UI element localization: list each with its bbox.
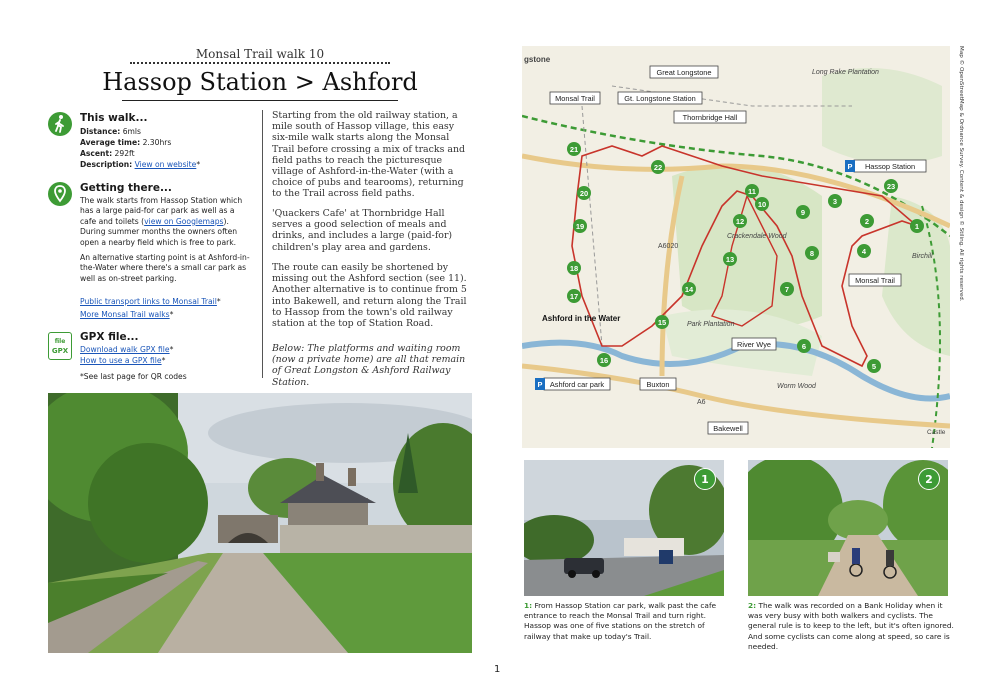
- download-gpx-link[interactable]: Download walk GPX file: [80, 345, 170, 354]
- waypoint-number-17: 17: [569, 291, 579, 301]
- view-on-website-link[interactable]: View on website: [134, 160, 197, 169]
- para1-text-b: ). During summer months the owners often open a nearby field which is free to park.: [80, 216, 238, 247]
- dotted-rule: [130, 62, 390, 66]
- parking-letter-ashford: P: [537, 380, 543, 389]
- photo-badge-2: 2: [918, 468, 940, 490]
- waypoint-number-3: 3: [832, 196, 838, 206]
- photo-badge-1: 1: [694, 468, 716, 490]
- time-value: 2.30hrs: [142, 138, 172, 147]
- getting-there-para2: An alternative starting point is at Ashford-in-the-Water where there's a small car park as well as on-street parking.: [80, 253, 250, 283]
- label-birchill: Birchill: [912, 253, 933, 260]
- label-ashford-in-the-water: Ashford in the Water: [542, 314, 621, 323]
- label-monsal-trail-2: Monsal Trail: [855, 276, 895, 285]
- label-castle: Castle: [927, 429, 946, 436]
- more-walks-line: [80, 310, 252, 320]
- intro-para1: Starting from the old railway station, a mile south of Hassop village, this easy six-mile walk starts along the Monsal Trail before crossing a mix of tracks and field paths to reach the picturesque village of Ashford-in-the-Water (with a choice of pubs and tearooms), returning to the Trail across field paths.: [272, 110, 465, 200]
- caption-2-number: 2:: [748, 601, 757, 610]
- intro-para2: 'Quackers Cafe' at Thornbridge Hall serves a good selection of meals and drinks, and includes a large (paid-for) children's play area and gardens.: [272, 208, 453, 253]
- getting-there-para1: [80, 196, 252, 248]
- description-label: Description:: [80, 160, 133, 169]
- photo-caption-below: Below: The platforms and waiting room (now a private home) are all that remain of Great Longston & Ashford Railway Station.: [272, 343, 466, 388]
- route-map: [522, 46, 950, 448]
- copyright-text: Map © OpenStreetMap & Ordnance Survey. Content & design © Stiling. All rights reserved.: [958, 46, 964, 302]
- more-walks-star: *: [169, 310, 174, 319]
- map-copyright: [955, 46, 967, 448]
- label-longstone-fragment: gstone: [524, 55, 551, 64]
- label-worm-wood: Worm Wood: [777, 383, 816, 390]
- intro-para3: The route can easily be shortened by missing out the Ashford section (see 11). Another alternative is to continue from 5 into Bakewell, and return along the Trail to Hassop from the town's old railway station at the top of Station Road.: [272, 262, 467, 330]
- waypoint-number-4: 4: [861, 246, 867, 256]
- waypoint-number-12: 12: [735, 216, 745, 226]
- gpx-download-line: [80, 345, 252, 355]
- label-crackendale-wood: Crackendale Wood: [727, 233, 787, 240]
- transport-star: *: [216, 297, 221, 306]
- waypoint-number-5: 5: [871, 361, 877, 371]
- waypoint-number-16: 16: [599, 355, 609, 365]
- description-star: *: [196, 160, 201, 169]
- waypoint-number-6: 6: [801, 341, 807, 351]
- gpx-icon-text-top: file: [54, 338, 66, 345]
- waypoint-number-1: 1: [914, 221, 920, 231]
- waypoint-number-7: 7: [784, 284, 790, 294]
- waypoint-number-22: 22: [653, 162, 663, 172]
- label-ashford-car-park: Ashford car park: [549, 380, 605, 389]
- label-monsal-trail-1: Monsal Trail: [555, 94, 595, 103]
- right-page: [510, 0, 1000, 694]
- waypoint-number-19: 19: [575, 221, 585, 231]
- waypoint-number-2: 2: [864, 216, 870, 226]
- waypoint-number-20: 20: [579, 188, 589, 198]
- waypoint-number-8: 8: [809, 248, 815, 258]
- qr-note: *See last page for QR codes: [80, 372, 187, 381]
- waypoint-number-10: 10: [757, 199, 767, 209]
- column-divider: [262, 110, 263, 378]
- this-walk-heading: This walk...: [80, 112, 148, 124]
- ascent-line: [80, 149, 252, 159]
- description-line: [80, 160, 252, 170]
- label-gt-longstone-station: Gt. Longstone Station: [624, 94, 696, 103]
- location-pin-icon: [48, 182, 72, 206]
- how-to-gpx-link[interactable]: How to use a GPX file: [80, 356, 162, 365]
- ascent-label: Ascent:: [80, 149, 113, 158]
- waypoint-number-15: 15: [657, 317, 667, 327]
- howto-star: *: [161, 356, 166, 365]
- parking-letter-hassop: P: [847, 162, 853, 171]
- distance-line: [80, 127, 252, 137]
- caption-2-text: The walk was recorded on a Bank Holiday when it was very busy with both walkers and cyclists. The general rule is to keep to the left, but it's often ignored. And some cyclists can come along at speed, so care is needed.: [748, 601, 954, 651]
- waypoint-number-9: 9: [800, 207, 806, 217]
- trail-photo-1: [524, 460, 724, 596]
- caption-1-number: 1:: [524, 601, 533, 610]
- waypoint-number-14: 14: [684, 284, 694, 294]
- waypoint-number-23: 23: [886, 181, 896, 191]
- caption-2: [748, 601, 958, 652]
- label-long-rake-plantation: Long Rake Plantation: [812, 69, 879, 76]
- caption-1-text: From Hassop Station car park, walk past the cafe entrance to reach the Monsal Trail and turn right. Hassop was one of five stations on the stretch of railway that make up today's Trail.: [524, 601, 717, 641]
- gpx-icon-text-bottom: GPX: [51, 347, 69, 355]
- distance-label: Distance:: [80, 127, 121, 136]
- station-photo: [48, 393, 472, 653]
- waypoint-number-13: 13: [725, 254, 735, 264]
- page-title: Hassop Station > Ashford: [102, 68, 418, 96]
- time-line: [80, 138, 252, 148]
- waypoint-number-11: 11: [748, 186, 756, 196]
- public-transport-link[interactable]: Public transport links to Monsal Trail: [80, 297, 217, 306]
- label-park-plantation: Park Plantation: [687, 321, 735, 328]
- gpx-heading: GPX file...: [80, 331, 139, 343]
- gpx-howto-line: [80, 356, 252, 366]
- label-bakewell: Bakewell: [713, 424, 743, 433]
- trail-photo-2: [748, 460, 948, 596]
- title-rule: [122, 100, 398, 101]
- waypoint-number-18: 18: [569, 263, 579, 273]
- label-a6020: A6020: [658, 243, 679, 250]
- download-star: *: [169, 345, 174, 354]
- plantation-area: [822, 68, 942, 164]
- waypoint-number-21: 21: [569, 144, 579, 154]
- label-a6: A6: [697, 399, 706, 406]
- label-river-wye: River Wye: [736, 340, 772, 349]
- para1-text-a: The walk starts from Hassop Station which has a large paid-for car park as well as a cafe and toilets (: [80, 196, 243, 226]
- more-walks-link[interactable]: More Monsal Trail walks: [80, 310, 170, 319]
- ascent-value: 292ft: [114, 149, 135, 158]
- distance-value: 6mls: [122, 127, 141, 136]
- page-number: 1: [494, 664, 501, 675]
- caption-1: [524, 601, 728, 642]
- getting-there-heading: Getting there...: [80, 182, 172, 194]
- walker-icon: [48, 112, 72, 136]
- googlemaps-link[interactable]: view on Googlemaps: [144, 216, 224, 226]
- label-great-longstone: Great Longstone: [656, 68, 712, 77]
- label-hassop-station: Hassop Station: [864, 162, 916, 171]
- gpx-file-icon: [48, 332, 72, 360]
- transport-line: [80, 297, 252, 307]
- label-thornbridge-hall: Thornbridge Hall: [682, 113, 738, 122]
- label-buxton: Buxton: [646, 380, 670, 389]
- time-label: Average time:: [80, 138, 141, 147]
- series-label: Monsal Trail walk 10: [195, 47, 325, 61]
